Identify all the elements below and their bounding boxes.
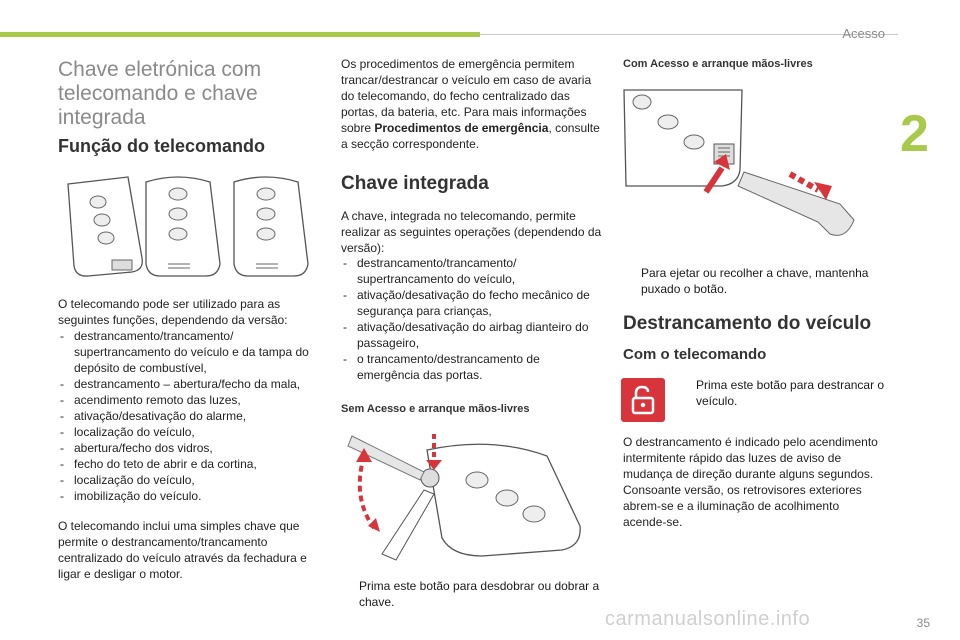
eject-key-illustration bbox=[622, 82, 882, 250]
emergency-link-text: Procedimentos de emergência bbox=[374, 121, 549, 135]
list-item: - ativação/desativação do alarme, bbox=[58, 408, 320, 424]
emergency-note: Os procedimentos de emergência permitem trancar/destrancar o veículo em caso de avaria do telecomando, do fecho centralizado das portas, da bateria, etc. Para mais informações sobre Procedimentos de emergência, consulte a secção correspondente. bbox=[341, 57, 600, 151]
page-number: 35 bbox=[916, 616, 930, 630]
list-item: - localização do veículo, bbox=[58, 424, 320, 440]
list-item: - localização do veículo, bbox=[58, 472, 320, 488]
heading-integrated-key: Chave integrada bbox=[341, 173, 489, 194]
list-item: - ativação/desativação do airbag dianteiro do passageiro, bbox=[341, 319, 603, 351]
heading-remote-function: Função do telecomando bbox=[58, 136, 266, 156]
integrated-key-operations bbox=[341, 255, 603, 383]
heading-unlock-vehicle: Destrancamento do veículo bbox=[623, 313, 872, 334]
list-item: - ativação/desativação do fecho mecânico de segurança para crianças, bbox=[341, 287, 603, 319]
list-item: - acendimento remoto das luzes, bbox=[58, 392, 320, 408]
remote-outro: O telecomando inclui uma simples chave que permite o destrancamento/trancamento centralizado do veículo através da fechadura e ligar e desligar o motor. bbox=[58, 519, 307, 581]
unlock-description: O destrancamento é indicado pelo acendimento intermitente rápido das luzes de aviso de mudança de direção durante alguns segundos. Consoante versão, os retrovisores exteriores abrem-se e a iluminação de acolhimento acende-se. bbox=[623, 435, 878, 529]
list-item: - destrancamento/trancamento/ supertrancamento do veículo e da tampa do depósito de combustível, bbox=[58, 328, 320, 376]
remote-function-list bbox=[58, 328, 320, 504]
fold-key-bullet: Prima este botão para desdobrar ou dobrar a chave. bbox=[359, 579, 600, 609]
remote-keys-illustration bbox=[58, 172, 328, 284]
section-name: Acesso bbox=[842, 26, 885, 41]
unlock-button-icon bbox=[621, 378, 665, 422]
header-rule bbox=[480, 34, 898, 35]
list-item: - abertura/fecho dos vidros, bbox=[58, 440, 320, 456]
remote-intro: O telecomando pode ser utilizado para as seguintes funções, dependendo da versão: bbox=[58, 297, 288, 327]
list-item: - fecho do teto de abrir e da cortina, bbox=[58, 456, 320, 472]
eject-key-bullet: Para ejetar ou recolher a chave, mantenha puxado o botão. bbox=[641, 266, 869, 296]
header-accent-bar bbox=[0, 32, 480, 37]
list-item: - destrancamento – abertura/fecho da mala, bbox=[58, 376, 320, 392]
page-title: Chave eletrónica com telecomando e chave integrada bbox=[58, 58, 262, 129]
chapter-number: 2 bbox=[900, 105, 929, 163]
heading-with-remote: Com o telecomando bbox=[623, 346, 767, 363]
list-item: - destrancamento/trancamento/ supertrancamento do veículo, bbox=[341, 255, 603, 287]
integrated-key-intro: A chave, integrada no telecomando, permite realizar as seguintes operações (dependendo da versão): bbox=[341, 209, 602, 255]
watermark: carmanualsonline.info bbox=[605, 608, 811, 630]
subheading-no-handsfree: Sem Acesso e arranque mãos-livres bbox=[341, 403, 530, 415]
list-item: - imobilização do veículo. bbox=[58, 488, 320, 504]
list-item: - o trancamento/destrancamento de emergência das portas. bbox=[341, 351, 603, 383]
folding-key-illustration bbox=[342, 428, 592, 566]
subheading-handsfree: Com Acesso e arranque mãos-livres bbox=[623, 58, 813, 70]
unlock-bullet: Prima este botão para destrancar o veículo. bbox=[696, 378, 885, 408]
